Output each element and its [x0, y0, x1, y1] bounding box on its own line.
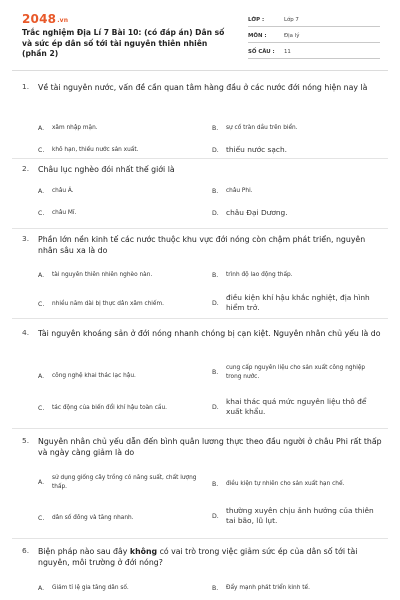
question-text [38, 546, 382, 568]
option-b[interactable] [212, 584, 310, 593]
meta-row-count [248, 46, 380, 59]
meta-row-class [248, 14, 380, 27]
question-text: Về tài nguyên nước, vấn đề cần quan tâm hàng đầu ở các nước đới nóng hiện nay là [38, 83, 368, 92]
option-c[interactable] [38, 209, 76, 218]
option-a[interactable] [38, 372, 136, 381]
option-text: khai thác quá mức nguyên liệu thô để xuất khẩu. [226, 397, 367, 416]
meta-value: 11 [284, 49, 291, 55]
option-letter: B. [212, 584, 219, 592]
option-text: trình độ lao động thấp. [226, 272, 293, 278]
option-letter: D. [212, 146, 219, 154]
meta-row-subject [248, 30, 380, 43]
option-letter: A. [38, 479, 45, 487]
page-header [0, 0, 400, 68]
option-text: thiếu nước sạch. [226, 145, 287, 154]
question-number: 4. [22, 328, 30, 337]
question-text-before: Biện pháp nào sau đây [38, 547, 130, 556]
option-a[interactable] [38, 474, 206, 491]
option-c[interactable] [38, 146, 138, 155]
question-text: Phần lớn nền kinh tế các nước thuộc khu vực đới nóng còn chậm phát triển, nguyên nhân sâu xa là do [38, 235, 366, 255]
question-separator [12, 158, 388, 159]
option-letter: B. [212, 480, 219, 488]
meta-key: MÔN : [248, 33, 267, 39]
option-letter: C. [38, 514, 45, 522]
question-text: Châu lục nghèo đói nhất thế giới là [38, 165, 175, 174]
meta-info [248, 14, 380, 62]
option-letter: B. [212, 124, 219, 132]
option-a[interactable] [38, 124, 98, 133]
option-letter: A. [38, 372, 45, 380]
option-letter: B. [212, 369, 219, 377]
option-text: châu Phi. [226, 188, 253, 194]
question-text-bold: không [129, 547, 158, 556]
option-b[interactable] [212, 271, 293, 280]
option-a[interactable] [38, 271, 152, 280]
option-text: khô hạn, thiếu nước sản xuất. [52, 147, 139, 153]
option-letter: D. [212, 299, 219, 307]
option-a[interactable] [38, 187, 74, 196]
option-text: châu Mĩ. [52, 210, 77, 216]
option-b[interactable] [212, 364, 378, 381]
question-separator [12, 228, 388, 229]
option-text: sự cố tràn dầu trên biển. [226, 125, 298, 131]
question-text: Tài nguyên khoáng sản ở đới nóng nhanh chóng bị cạn kiệt. Nguyên nhân chủ yếu là do [38, 329, 381, 338]
option-letter: C. [38, 209, 45, 217]
option-letter: B. [212, 187, 219, 195]
question-number: 3. [22, 234, 30, 243]
logo-suffix: .vn [57, 17, 69, 24]
option-letter: A. [38, 584, 45, 592]
option-a[interactable] [38, 584, 129, 593]
option-b[interactable] [212, 480, 344, 489]
header-divider [12, 70, 388, 71]
option-d[interactable] [212, 506, 380, 526]
meta-key: LỚP : [248, 17, 265, 23]
option-text: thường xuyên chịu ảnh hưởng của thiên tai bão, lũ lụt. [226, 506, 374, 525]
option-b[interactable] [212, 187, 253, 196]
option-text: sử dụng giống cây trồng có năng suất, chất lượng thấp. [52, 475, 197, 490]
question-separator [12, 318, 388, 319]
option-text: cung cấp nguyên liệu cho sản xuất công nghiệp trong nước. [226, 365, 366, 380]
question-number: 5. [22, 436, 30, 445]
option-letter: C. [38, 146, 45, 154]
option-text: Giảm tỉ lệ gia tăng dân số. [52, 585, 129, 591]
question-number: 2. [22, 164, 30, 173]
option-c[interactable] [38, 300, 164, 309]
option-text: tác động của biến đổi khí hậu toàn cầu. [52, 405, 167, 411]
option-text: điều kiện tự nhiên cho sản xuất hạn chế. [226, 481, 345, 487]
question-text: Nguyên nhân chủ yếu dẫn đến bình quân lương thực theo đầu người ở châu Phi rất thấp và ngày càng giảm là do [38, 437, 382, 457]
option-c[interactable] [38, 514, 134, 523]
option-text: châu Đại Dương. [226, 208, 288, 217]
option-text: điều kiện khí hậu khắc nghiệt, địa hình hiểm trở. [226, 293, 370, 312]
document-title: Trắc nghiệm Địa Lí 7 Bài 10: (có đáp án) Dân số và sức ép dân số tới tài nguyên thiên nhiên (phần 2) [22, 28, 225, 58]
option-letter: D. [212, 512, 219, 520]
option-d[interactable] [212, 145, 287, 155]
option-c[interactable] [38, 404, 167, 413]
option-letter: A. [38, 271, 45, 279]
question-number: 6. [22, 546, 30, 555]
question-separator [12, 428, 388, 429]
option-letter: C. [38, 300, 45, 308]
question-separator [12, 538, 388, 539]
option-letter: A. [38, 187, 45, 195]
option-letter: D. [212, 403, 219, 411]
option-d[interactable] [212, 397, 380, 417]
site-logo[interactable] [22, 12, 68, 26]
option-letter: C. [38, 404, 45, 412]
option-d[interactable] [212, 293, 380, 313]
option-text: dân số đông và tăng nhanh. [52, 515, 134, 521]
meta-value: Lớp 7 [284, 17, 299, 23]
meta-key: SỐ CÂU : [248, 49, 275, 55]
option-text: nhiều năm dài bị thực dân xâm chiếm. [52, 301, 164, 307]
option-d[interactable] [212, 208, 288, 218]
option-letter: B. [212, 271, 219, 279]
option-letter: A. [38, 124, 45, 132]
option-text: công nghệ khai thác lạc hậu. [52, 373, 136, 379]
logo-text: 2048 [22, 12, 57, 26]
question-text-after: có vai trò trong việc giảm sức ép của dân số tới tài nguyên, môi trường ở đới nóng? [38, 547, 358, 567]
question-number: 1. [22, 82, 30, 91]
option-text: xâm nhập mặn. [52, 125, 98, 131]
meta-value: Địa lý [284, 33, 300, 39]
option-text: tài nguyên thiên nhiên nghèo nàn. [52, 272, 153, 278]
option-b[interactable] [212, 124, 298, 133]
option-letter: D. [212, 209, 219, 217]
option-text: châu Á. [52, 188, 74, 194]
option-text: Đẩy mạnh phát triển kinh tế. [226, 585, 310, 591]
